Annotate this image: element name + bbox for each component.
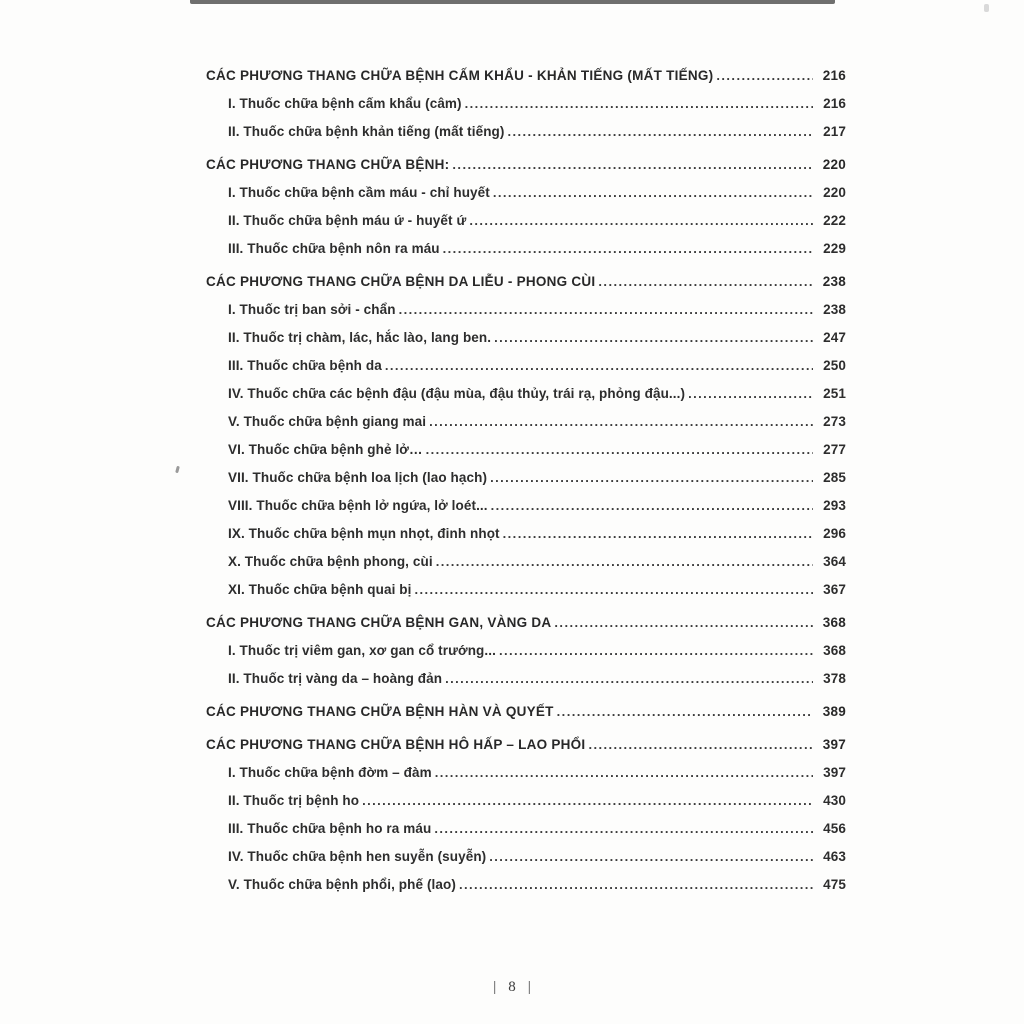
toc-entry-label: CÁC PHƯƠNG THANG CHỮA BỆNH DA LIỄU - PHONG CÙI — [206, 274, 596, 289]
toc-entry-page-number: 475 — [823, 877, 846, 892]
toc-entry-page-number: 273 — [823, 414, 846, 429]
dot-leader — [508, 124, 814, 139]
toc-item-row — [206, 414, 846, 442]
toc-item-row — [206, 765, 846, 793]
toc-entry-label: IV. Thuốc chữa bệnh hen suyễn (suyễn) — [228, 849, 487, 864]
toc-entry-label: V. Thuốc chữa bệnh phổi, phế (lao) — [228, 877, 456, 892]
dot-leader — [491, 498, 813, 513]
toc-entry-page-number: 220 — [823, 185, 846, 200]
toc-heading-row — [206, 68, 846, 96]
toc-entry-label: VI. Thuốc chữa bệnh ghẻ lở… — [228, 442, 423, 457]
toc-entry-label: IV. Thuốc chữa các bệnh đậu (đậu mùa, đậu thủy, trái rạ, phỏng đậu...) — [228, 386, 686, 401]
dot-leader — [494, 330, 813, 345]
dot-leader — [445, 671, 813, 686]
scan-speck — [984, 4, 989, 12]
toc-entry-label: I. Thuốc trị ban sởi - chẩn — [228, 302, 396, 317]
toc-entry-page-number: 247 — [823, 330, 846, 345]
dot-leader — [399, 302, 813, 317]
toc-entry-page-number: 251 — [823, 386, 846, 401]
dot-leader — [598, 274, 813, 289]
toc-entry-label: CÁC PHƯƠNG THANG CHỮA BỆNH GAN, VÀNG DA — [206, 615, 552, 630]
toc-entry-label: II. Thuốc trị vàng da – hoàng đản — [228, 671, 443, 686]
toc-item-row — [206, 241, 846, 269]
toc-item-row — [206, 442, 846, 470]
toc-item-row — [206, 302, 846, 330]
dot-leader — [469, 213, 813, 228]
dot-leader — [554, 615, 813, 630]
folio-left-bar: | — [493, 979, 497, 995]
toc-item-row — [206, 498, 846, 526]
table-of-contents — [206, 63, 846, 905]
toc-entry-label: CÁC PHƯƠNG THANG CHỮA BỆNH HÀN VÀ QUYẾT — [206, 704, 554, 719]
dot-leader — [362, 793, 813, 808]
toc-entry-page-number: 364 — [823, 554, 846, 569]
toc-item-row — [206, 643, 846, 671]
toc-entry-page-number: 397 — [823, 765, 846, 780]
toc-entry-page-number: 397 — [822, 737, 846, 752]
toc-entry-page-number: 217 — [823, 124, 846, 139]
toc-item-row — [206, 554, 846, 582]
dot-leader — [490, 470, 813, 485]
dot-leader — [493, 185, 813, 200]
dot-leader — [588, 737, 813, 752]
toc-item-row — [206, 821, 846, 849]
toc-entry-label: CÁC PHƯƠNG THANG CHỮA BỆNH CẤM KHẨU - KHẢN TIẾNG (MẤT TIẾNG) — [206, 68, 714, 83]
toc-entry-label: II. Thuốc trị bệnh ho — [228, 793, 360, 808]
toc-heading-row — [206, 704, 846, 732]
toc-item-row — [206, 124, 846, 152]
dot-leader — [465, 96, 813, 111]
dot-leader — [385, 358, 813, 373]
toc-item-row — [206, 213, 846, 241]
toc-item-row — [206, 358, 846, 386]
dot-leader — [459, 877, 813, 892]
toc-entry-page-number: 367 — [823, 582, 846, 597]
toc-entry-page-number: 293 — [823, 498, 846, 513]
folio-right-bar: | — [527, 979, 531, 995]
toc-entry-label: X. Thuốc chữa bệnh phong, cùi — [228, 554, 433, 569]
toc-entry-page-number: 389 — [822, 704, 846, 719]
scan-speck — [175, 466, 180, 474]
toc-heading-row — [206, 615, 846, 643]
toc-entry-label: III. Thuốc chữa bệnh nôn ra máu — [228, 241, 440, 256]
toc-item-row — [206, 671, 846, 699]
toc-entry-label: II. Thuốc trị chàm, lác, hắc lào, lang ben. — [228, 330, 492, 345]
toc-entry-label: CÁC PHƯƠNG THANG CHỮA BỆNH: — [206, 157, 450, 172]
toc-entry-label: I. Thuốc chữa bệnh cấm khẩu (câm) — [228, 96, 462, 111]
toc-item-row — [206, 849, 846, 877]
toc-entry-label: I. Thuốc chữa bệnh đờm – đàm — [228, 765, 432, 780]
dot-leader — [557, 704, 813, 719]
toc-item-row — [206, 386, 846, 414]
toc-entry-page-number: 277 — [823, 442, 846, 457]
toc-item-row — [206, 582, 846, 610]
folio-page-number: 8 — [508, 979, 516, 995]
dot-leader — [429, 414, 813, 429]
toc-heading-row — [206, 274, 846, 302]
toc-entry-label: III. Thuốc chữa bệnh ho ra máu — [228, 821, 432, 836]
toc-entry-label: I. Thuốc trị viêm gan, xơ gan cổ trướng... — [228, 643, 496, 658]
dot-leader — [503, 526, 813, 541]
page-number-footer — [0, 979, 1024, 996]
toc-item-row — [206, 793, 846, 821]
toc-entry-page-number: 229 — [823, 241, 846, 256]
toc-heading-row — [206, 737, 846, 765]
toc-item-row — [206, 470, 846, 498]
toc-entry-label: XI. Thuốc chữa bệnh quai bị — [228, 582, 412, 597]
toc-entry-page-number: 238 — [823, 302, 846, 317]
dot-leader — [415, 582, 814, 597]
toc-entry-label: CÁC PHƯƠNG THANG CHỮA BỆNH HÔ HẤP – LAO PHỔI — [206, 737, 586, 752]
toc-entry-page-number: 368 — [822, 615, 846, 630]
toc-entry-page-number: 220 — [822, 157, 846, 172]
toc-entry-label: II. Thuốc chữa bệnh khản tiếng (mất tiếng) — [228, 124, 505, 139]
dot-leader — [443, 241, 813, 256]
toc-entry-page-number: 250 — [823, 358, 846, 373]
toc-entry-page-number: 368 — [823, 643, 846, 658]
toc-entry-page-number: 216 — [822, 68, 846, 83]
dot-leader — [499, 643, 813, 658]
toc-entry-label: II. Thuốc chữa bệnh máu ứ - huyết ứ — [228, 213, 467, 228]
dot-leader — [688, 386, 813, 401]
toc-item-row — [206, 526, 846, 554]
dot-leader — [716, 68, 813, 83]
toc-entry-label: VII. Thuốc chữa bệnh loa lịch (lao hạch) — [228, 470, 488, 485]
toc-entry-page-number: 463 — [823, 849, 846, 864]
dot-leader — [436, 554, 813, 569]
toc-entry-page-number: 285 — [823, 470, 846, 485]
toc-entry-page-number: 456 — [823, 821, 846, 836]
toc-entry-label: VIII. Thuốc chữa bệnh lở ngứa, lở loét... — [228, 498, 488, 513]
dot-leader — [489, 849, 813, 864]
toc-item-row — [206, 96, 846, 124]
toc-item-row — [206, 330, 846, 358]
toc-item-row — [206, 185, 846, 213]
toc-item-row — [206, 877, 846, 905]
dot-leader — [435, 765, 813, 780]
dot-leader — [452, 157, 813, 172]
toc-heading-row — [206, 157, 846, 185]
toc-entry-page-number: 430 — [823, 793, 846, 808]
toc-entry-label: III. Thuốc chữa bệnh da — [228, 358, 382, 373]
dot-leader — [426, 442, 813, 457]
toc-entry-label: I. Thuốc chữa bệnh cầm máu - chỉ huyết — [228, 185, 490, 200]
dot-leader — [434, 821, 813, 836]
scan-edge-artifact — [190, 0, 835, 4]
toc-entry-page-number: 238 — [822, 274, 846, 289]
toc-entry-page-number: 378 — [823, 671, 846, 686]
toc-entry-page-number: 222 — [823, 213, 846, 228]
toc-entry-page-number: 296 — [823, 526, 846, 541]
toc-entry-label: V. Thuốc chữa bệnh giang mai — [228, 414, 427, 429]
toc-entry-page-number: 216 — [823, 96, 846, 111]
toc-entry-label: IX. Thuốc chữa bệnh mụn nhọt, đinh nhọt — [228, 526, 500, 541]
